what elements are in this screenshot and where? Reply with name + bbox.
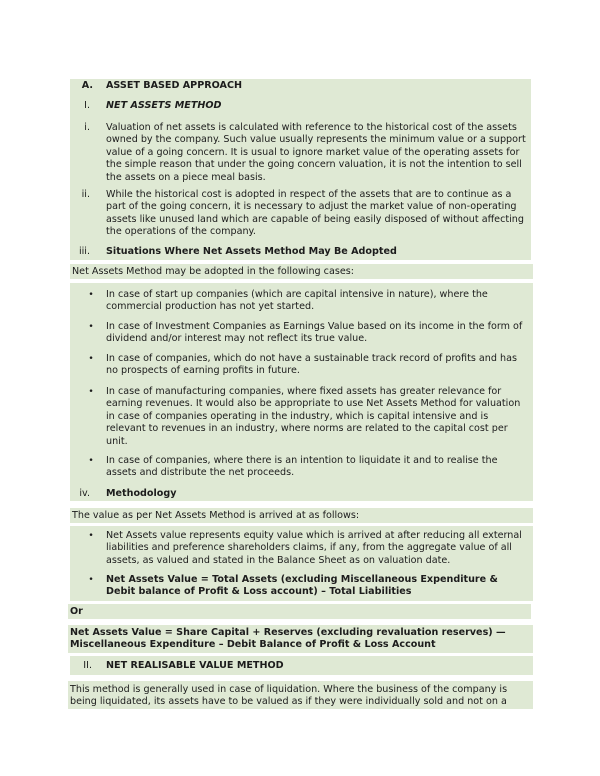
- formula-2: Net Assets Value = Share Capital + Reserves (excluding revaluation reserves) — Miscellaneous Expenditure – Debit Balance of Profit & Loss Account: [70, 627, 506, 651]
- bullet-icon: •: [88, 290, 94, 300]
- section-a-letter: A.: [81, 80, 93, 91]
- case-item: In case of Investment Companies as Earnings Value based on its income in the form of dividend and/or interest may not reflect its true value.: [106, 321, 523, 345]
- bullet-icon: •: [88, 531, 94, 541]
- methodology-heading: Methodology: [106, 488, 177, 499]
- bullet-icon: •: [88, 387, 94, 397]
- methodology-item: Net Assets value represents equity value which is arrived at after reducing all external liabilities and preference shareholders claims, if any, from the aggregate value of all assets, as valued and stated in the Balance Sheet as on valuation date.: [106, 530, 522, 566]
- bullet-icon: •: [88, 456, 94, 466]
- case-item: In case of start up companies (which are capital intensive in nature), where the commercial production has not yet started.: [106, 289, 488, 313]
- methodology-numeral: iv.: [79, 488, 90, 499]
- method-2-text: This method is generally used in case of liquidation. Where the business of the company is being liquidated, its assets have to be valued as if they were individually sold and not on a: [70, 684, 508, 708]
- item-1-numeral: i.: [84, 122, 90, 133]
- highlight-block-6: [68, 604, 531, 619]
- cases-intro: Net Assets Method may be adopted in the following cases:: [72, 266, 354, 277]
- section-a-heading: ASSET BASED APPROACH: [106, 80, 243, 91]
- or-label: Or: [70, 606, 83, 617]
- method-1-heading: NET ASSETS METHOD: [106, 100, 222, 111]
- item-3-heading: Situations Where Net Assets Method May Be Adopted: [106, 246, 397, 257]
- methodology-intro: The value as per Net Assets Method is arrived at as follows:: [72, 510, 360, 521]
- item-2-text: While the historical cost is adopted in respect of the assets that are to continue as a part of the going concern, it is necessary to adjust the market value of non-operating assets like unused land which are capable of being easily disposed of without affecting the operations of the company.: [106, 189, 524, 238]
- method-2-numeral: II.: [83, 660, 92, 671]
- bullet-icon: •: [88, 575, 94, 585]
- method-2-heading: NET REALISABLE VALUE METHOD: [106, 660, 284, 671]
- item-3-numeral: iii.: [78, 246, 90, 257]
- bullet-icon: •: [88, 322, 94, 332]
- item-2-numeral: ii.: [81, 189, 90, 200]
- case-item: In case of companies, which do not have a sustainable track record of profits and has no prospects of earning profits in future.: [106, 353, 517, 377]
- method-1-numeral: I.: [84, 100, 90, 111]
- case-item: In case of companies, where there is an intention to liquidate it and to realise the assets and distribute the net proceeds.: [106, 455, 498, 479]
- case-item: In case of manufacturing companies, where fixed assets has greater relevance for earning revenues. It would also be appropriate to use Net Assets Method for valuation in case of companies operating in the industry, which is capital intensive and is relevant to revenues in an industry, where norms are related to the capital cost per unit.: [106, 386, 521, 447]
- formula-1: Net Assets Value = Total Assets (excluding Miscellaneous Expenditure & Debit balance of Profit & Loss account) – Total Liabilities: [106, 574, 498, 598]
- item-1-text: Valuation of net assets is calculated with reference to the historical cost of the assets owned by the company. Such value usually represents the minimum value or a support value of a going concern. It is usual to ignore market value of the operating assets for the simple reason that under the going concern valuation, it is not the intention to sell the assets on a piece meal basis.: [106, 122, 526, 183]
- bullet-icon: •: [88, 354, 94, 364]
